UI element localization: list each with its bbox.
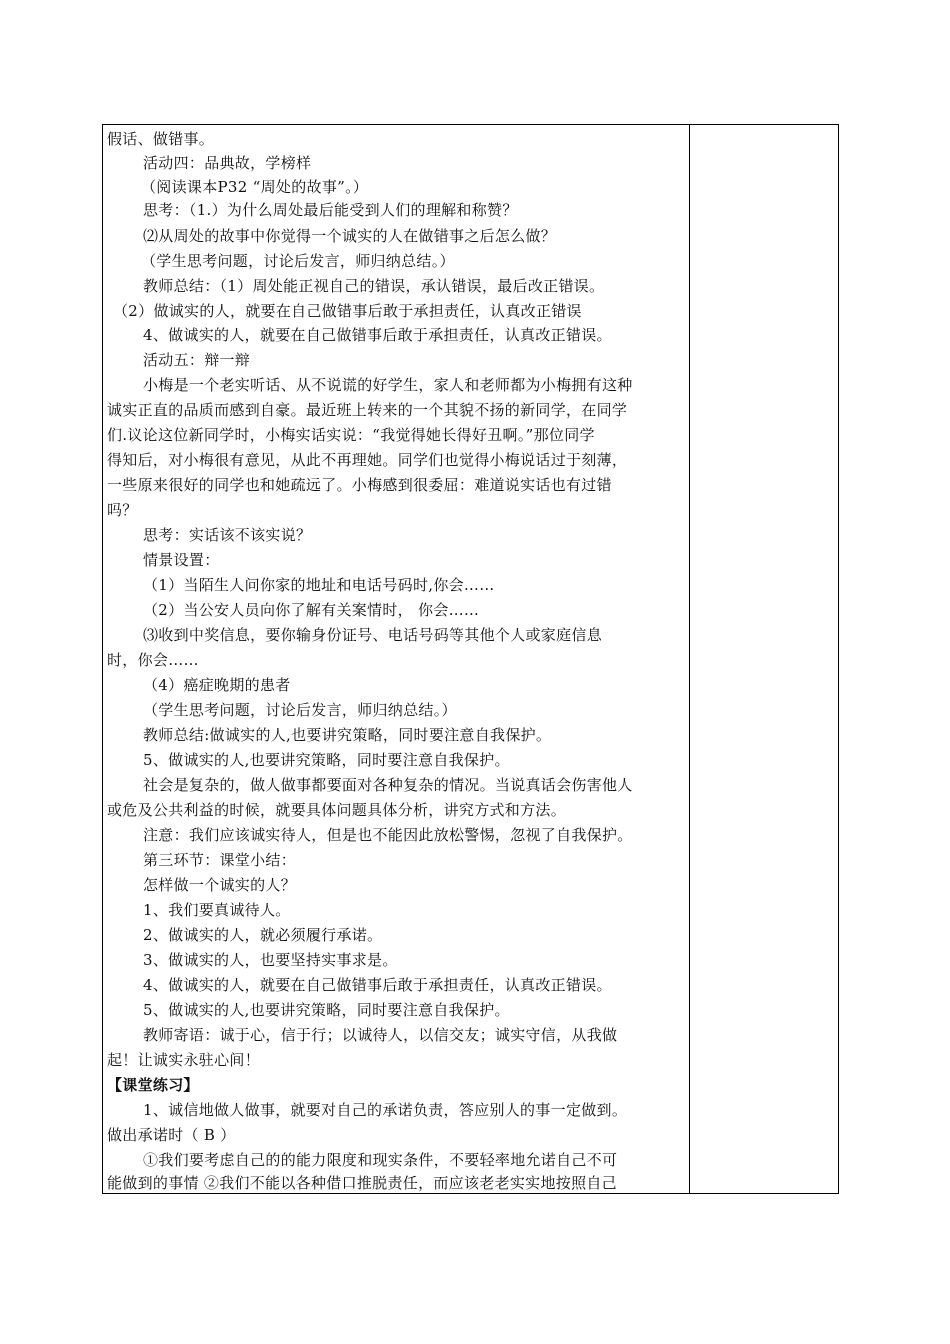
text-line: 们.议论这位新同学时，小梅实话实说：“我觉得她长得好丑啊。”那位同学 <box>107 426 595 444</box>
text-line: （1）当陌生人问你家的地址和电话号码时,你会…… <box>143 576 495 594</box>
text-line: 起！让诚实永驻心间！ <box>107 1051 261 1069</box>
text-line: 1、我们要真诚待人。 <box>143 901 291 919</box>
text-line: 活动四：品典故，学榜样 <box>143 154 312 172</box>
text-line: （2）当公安人员向你了解有关案情时， 你会…… <box>143 601 480 619</box>
text-line: 社会是复杂的，做人做事都要面对各种复杂的情况。当说真话会伤害他人 <box>143 776 633 794</box>
text-line: ⑶收到中奖信息，要你输身份证号、电话号码等其他个人或家庭信息 <box>143 626 603 644</box>
text-line: ⑵从周处的故事中你觉得一个诚实的人在做错事之后怎么做？ <box>143 227 557 245</box>
text-line: 吗？ <box>107 501 138 519</box>
text-line: 思考：（1.）为什么周处最后能受到人们的理解和称赞？ <box>143 201 518 219</box>
text-line: 思考：实话该不该实说？ <box>143 526 312 544</box>
text-line: 5、做诚实的人,也要讲究策略，同时要注意自我保护。 <box>143 1001 510 1019</box>
text-line: （2）做诚实的人，就要在自己做错事后敢于承担责任，认真改正错误 <box>113 302 582 320</box>
text-line: 3、做诚实的人，也要坚持实事求是。 <box>143 951 398 969</box>
text-line: 小梅是一个老实听话、从不说谎的好学生，家人和老师都为小梅拥有这种 <box>143 376 633 394</box>
text-line: 活动五：辩一辩 <box>143 351 251 369</box>
text-line: 5、做诚实的人,也要讲究策略，同时要注意自我保护。 <box>143 751 510 769</box>
text-line: 教师寄语：诚于心，信于行；以诚待人，以信交友；诚实守信，从我做 <box>143 1026 618 1044</box>
text-line: 假话、做错事。 <box>107 130 215 148</box>
text-line: （学生思考问题，讨论后发言，师归纳总结。） <box>143 701 457 719</box>
text-line: 做出承诺时（ B ） <box>107 1126 236 1144</box>
text-line: 教师总结:做诚实的人,也要讲究策略，同时要注意自我保护。 <box>143 726 552 744</box>
text-line: 一些原来很好的同学也和她疏远了。小梅感到很委屈：难道说实话也有过错 <box>107 476 612 494</box>
text-line: （学生思考问题，讨论后发言，师归纳总结。） <box>141 252 455 270</box>
text-line: 能做到的事情 ②我们不能以各种借口推脱责任，而应该老老实实地按照自己 <box>107 1174 617 1192</box>
lesson-table <box>102 124 839 1194</box>
section-heading: 【课堂练习】 <box>107 1076 199 1094</box>
text-line: 得知后，对小梅很有意见，从此不再理她。同学们也觉得小梅说话过于刻薄， <box>107 451 628 469</box>
text-line: （4）癌症晚期的患者 <box>143 676 291 694</box>
text-line: 时，你会…… <box>107 651 199 669</box>
text-line: 教师总结：（1）周处能正视自己的错误，承认错误，最后改正错误。 <box>143 277 605 295</box>
text-line: 4、做诚实的人，就要在自己做错事后敢于承担责任，认真改正错误。 <box>143 976 612 994</box>
text-line: （阅读课本P32 “周处的故事”。） <box>141 178 369 196</box>
text-line: ①我们要考虑自己的的能力限度和现实条件，不要轻率地允诺自己不可 <box>143 1151 618 1169</box>
text-line: 或危及公共利益的时候，就要具体问题具体分析，讲究方式和方法。 <box>107 801 567 819</box>
text-line: 第三环节：课堂小结： <box>143 851 297 869</box>
text-line: 注意：我们应该诚实待人，但是也不能因此放松警惕，忽视了自我保护。 <box>143 826 633 844</box>
text-line: 情景设置： <box>143 551 220 569</box>
lesson-content-cell <box>103 125 689 1193</box>
text-line: 怎样做一个诚实的人？ <box>143 876 297 894</box>
text-line: 1、诚信地做人做事，就要对自己的承诺负责，答应别人的事一定做到。 <box>143 1101 628 1119</box>
text-line: 2、做诚实的人，就必须履行承诺。 <box>143 926 383 944</box>
text-line: 诚实正直的品质而感到自豪。最近班上转来的一个其貌不扬的新同学，在同学 <box>107 401 628 419</box>
text-line: 4、做诚实的人，就要在自己做错事后敢于承担责任，认真改正错误。 <box>143 326 612 344</box>
notes-cell <box>690 125 838 1193</box>
